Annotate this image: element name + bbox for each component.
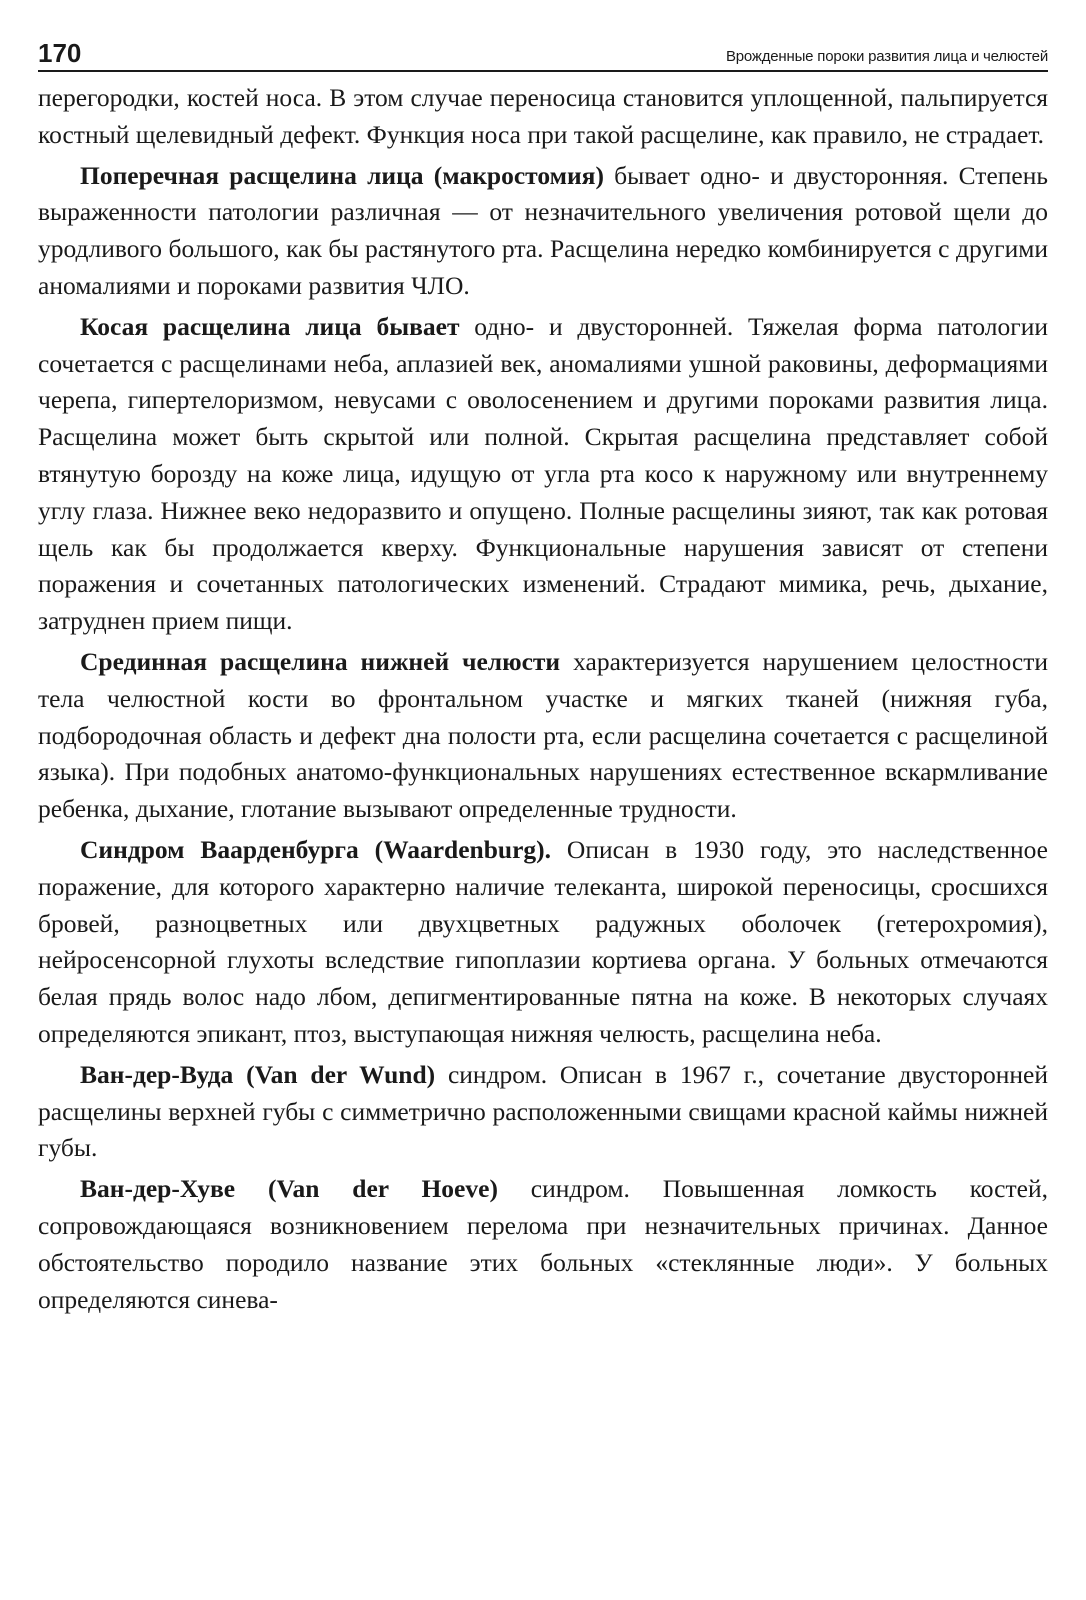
paragraph-text: синдром. Повышенная ломкость костей, сопровождающаяся возникновением перелома при незначительных причинах. Данное обстоятельство породило название этих больных «стеклянные люди». У больных определяются синева- (38, 1174, 1048, 1314)
paragraph-van-der-woude (38, 1057, 1048, 1167)
running-title: Врожденные пороки развития лица и челюстей (725, 48, 1048, 65)
paragraph-term: Синдром Ваарденбурга (Waardenburg). (80, 834, 552, 864)
paragraph-median-mandible-cleft (38, 644, 1048, 828)
paragraph-continuation (38, 80, 1048, 154)
paragraph-waardenburg (38, 832, 1048, 1053)
book-page (38, 28, 1048, 1322)
paragraph-text: одно- и двусторонней. Тяжелая форма патологии сочетается с расщелинами неба, аплазией век, аномалиями ушной раковины, деформациями черепа, гипертелоризмом, невусами с оволосенением и другими пороками развития лица. Расщелина может быть скрытой или полной. Скрытая расщелина представляет собой втянутую борозду на коже лица, идущую от угла рта косо к наружному или внутреннему углу глаза. Нижнее веко недоразвито и опущено. Полные расщелины зияют, так как ротовая щель как бы продолжается кверху. Функциональные нарушения зависят от степени поражения и сочетанных патологических изменений. Страдают мимика, речь, дыхание, затруднен прием пищи. (38, 311, 1048, 636)
page-number: 170 (38, 38, 82, 68)
paragraph-text: Описан в 1930 году, это наследственное поражение, для которого характерно наличие телеканта, широкой переносицы, сросшихся бровей, разноцветных или двухцветных радужных оболочек (гетерохромия), нейросенсорной глухоты вследствие гипоплазии кортиева органа. У больных отмечаются белая прядь волос надо лбом, депигментированные пятна на коже. В некоторых случаях определяются эпикант, птоз, выступающая нижняя челюсть, расщелина неба. (38, 834, 1048, 1048)
page-header (38, 28, 1048, 72)
paragraph-term: Поперечная расщелина лица (макростомия) (80, 160, 604, 190)
paragraph-van-der-hoeve (38, 1171, 1048, 1318)
paragraph-oblique-cleft (38, 309, 1048, 640)
paragraph-text: характеризуется нарушением целостности тела челюстной кости во фронтальном участке и мягких тканей (нижняя губа, подбородочная область и дефект дна полости рта, если расщелина сочетается с расщелиной языка). При подобных анатомо-функциональных нарушениях естественное вскармливание ребенка, дыхание, глотание вызывают определенные трудности. (38, 646, 1048, 824)
paragraph-text: бывает одно- и двусторонняя. Степень выраженности патологии различная — от незначительного увеличения ротовой щели до уродливого большого, как бы растянутого рта. Расщелина нередко комбинируется с другими аномалиями и пороками развития ЧЛО. (38, 160, 1048, 300)
body-text (38, 80, 1048, 1318)
paragraph-term: Косая расщелина лица бывает (80, 311, 460, 341)
paragraph-term: Ван-дер-Вуда (Van der Wund) (80, 1059, 436, 1089)
paragraph-transverse-cleft (38, 158, 1048, 305)
paragraph-term: Срединная расщелина нижней челюсти (80, 646, 561, 676)
paragraph-term: Ван-дер-Хуве (Van der Hoeve) (80, 1174, 498, 1204)
paragraph-text: перегородки, костей носа. В этом случае переносица становится уплощенной, пальпируется костный щелевидный дефект. Функция носа при такой расщелине, как правило, не страдает. (38, 83, 1048, 149)
paragraph-text: синдром. Описан в 1967 г., сочетание двусторонней расщелины верхней губы с симметрично расположенными свищами красной каймы нижней губы. (38, 1059, 1048, 1163)
